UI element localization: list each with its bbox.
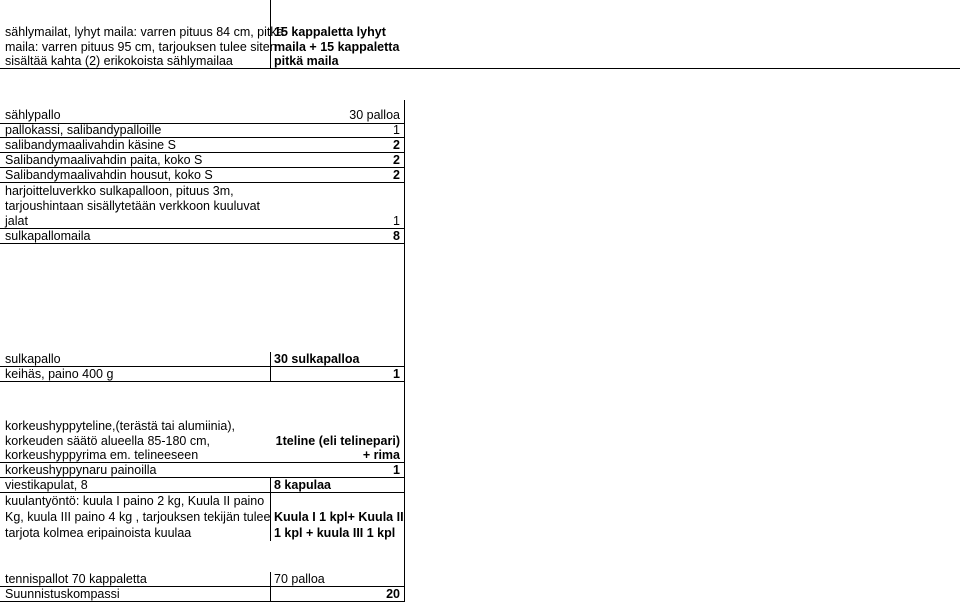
column-border xyxy=(270,352,271,381)
item-description: sulkapallomaila xyxy=(5,229,91,243)
item-description: korkeushyppyteline,(terästä tai alumiinia), xyxy=(5,419,235,433)
item-description: tarjota kolmea eripainoista kuulaa xyxy=(5,526,192,540)
item-quantity: Kuula I 1 kpl+ Kuula II xyxy=(274,510,404,524)
item-quantity: 15 kappaletta lyhyt xyxy=(274,25,386,39)
item-quantity: 8 xyxy=(393,229,400,243)
item-description: Salibandymaalivahdin paita, koko S xyxy=(5,153,203,167)
column-border xyxy=(270,572,271,601)
item-quantity: + rima xyxy=(362,448,400,462)
item-quantity: 1 xyxy=(393,214,400,228)
item-quantity: 1 xyxy=(393,367,400,381)
item-description: Suunnistuskompassi xyxy=(5,587,120,601)
item-quantity: 1 kpl + kuula III 1 kpl xyxy=(274,526,396,540)
item-description: tarjoushintaan sisällytetään verkkoon kuuluvat xyxy=(5,199,261,213)
item-quantity: 1teline (eli telinepari) xyxy=(275,434,400,448)
item-quantity: 2 xyxy=(393,138,400,152)
item-description: korkeuden säätö alueella 85-180 cm, xyxy=(5,434,210,448)
item-quantity: 8 kapulaa xyxy=(274,478,331,492)
item-description: pallokassi, salibandypalloille xyxy=(5,123,162,137)
column-border xyxy=(404,100,405,601)
item-quantity: 20 xyxy=(386,587,400,601)
item-description: sulkapallo xyxy=(5,352,61,366)
item-description: kuulantyöntö: kuula I paino 2 kg, Kuula II paino xyxy=(5,494,265,508)
item-quantity: 30 sulkapalloa xyxy=(274,352,360,366)
item-description: sählymailat, lyhyt maila: varren pituus 84 cm, pitkä xyxy=(5,25,284,39)
column-border xyxy=(270,477,271,541)
item-description: maila: varren pituus 95 cm, tarjouksen tulee siten xyxy=(5,40,277,54)
item-quantity: 70 palloa xyxy=(274,572,325,586)
item-description: Salibandymaalivahdin housut, koko S xyxy=(5,168,213,182)
item-description: korkeushyppyrima em. telineeseen xyxy=(5,448,199,462)
item-quantity: 30 palloa xyxy=(349,108,400,122)
item-description: harjoitteluverkko sulkapalloon, pituus 3m, xyxy=(5,184,234,198)
item-description: Kg, kuula III paino 4 kg , tarjouksen tekijän tulee xyxy=(5,510,271,524)
item-quantity: pitkä maila xyxy=(274,54,339,68)
item-description: viestikapulat, 8 xyxy=(5,478,88,492)
item-description: sisältää kahta (2) erikokoista sählymailaa xyxy=(5,54,233,68)
item-description: salibandymaalivahdin käsine S xyxy=(5,138,176,152)
item-description: keihäs, paino 400 g xyxy=(5,367,114,381)
item-quantity: 2 xyxy=(393,168,400,182)
item-quantity: maila + 15 kappaletta xyxy=(274,40,400,54)
item-description: tennispallot 70 kappaletta xyxy=(5,572,147,586)
item-description: jalat xyxy=(5,214,28,228)
item-quantity: 1 xyxy=(393,123,400,137)
item-description: korkeushyppynaru painoilla xyxy=(5,463,157,477)
item-description: sählypallo xyxy=(5,108,61,122)
item-quantity: 2 xyxy=(393,153,400,167)
item-quantity: 1 xyxy=(393,463,400,477)
